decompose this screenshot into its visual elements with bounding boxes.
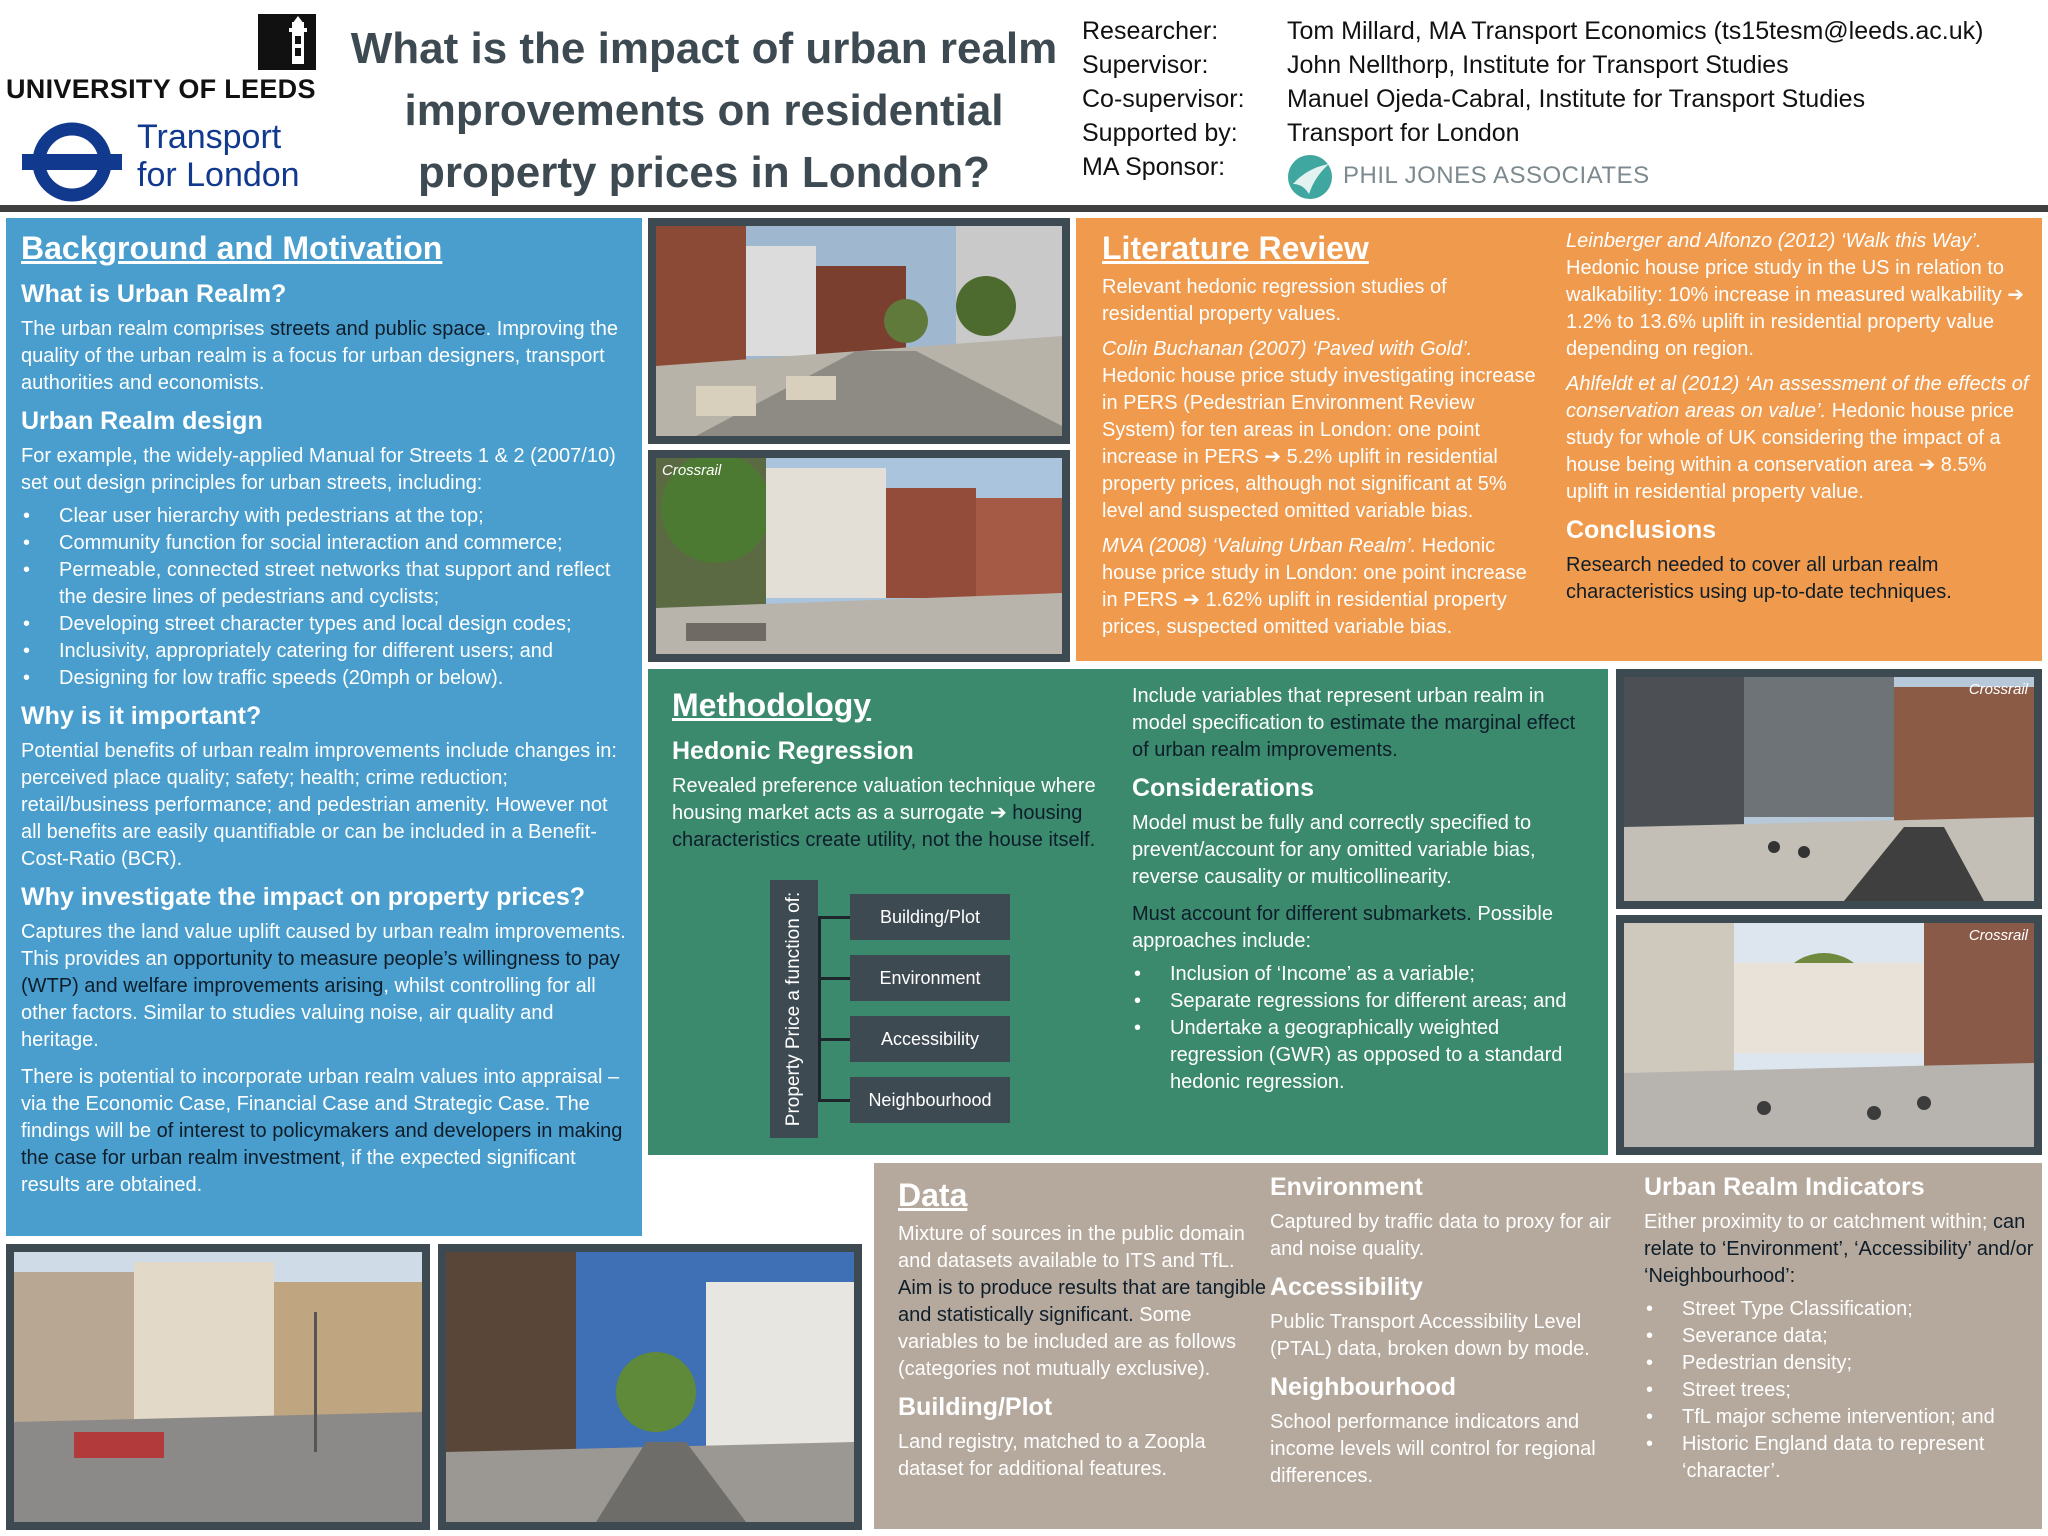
- credit-label: Supervisor:: [1082, 51, 1209, 79]
- methodology-heading: Methodology: [672, 687, 872, 723]
- diagram-connector: [818, 916, 821, 1102]
- design-bullets: [21, 503, 627, 692]
- diagram-connector: [818, 977, 850, 980]
- street-photo-1: [648, 218, 1070, 444]
- text-run: Hedonic house price study for whole of UK considering the impact of a house being within a conservation area ➔ 8.5% uplift in residential property value.: [1566, 400, 2015, 503]
- methodology-column-right: [1132, 683, 1592, 1096]
- highlight-text: housing characteristics create utility, not the house itself.: [672, 802, 1096, 851]
- diagram-connector: [818, 1099, 850, 1102]
- literature-column-right: [1566, 224, 2030, 606]
- background-heading: Background and Motivation: [21, 230, 443, 266]
- considerations-heading: Considerations: [1132, 774, 1314, 802]
- considerations-paragraph: Model must be fully and correctly specified to prevent/account for any omitted variable bias, reverse causality or multicollinearity.: [1132, 812, 1536, 888]
- diagram-box-environment: Environment: [850, 955, 1010, 1001]
- include-paragraph: [1132, 683, 1592, 764]
- property-paragraph-1: [21, 919, 627, 1054]
- accessibility-text: Public Transport Accessibility Level (PTAL) data, broken down by mode.: [1270, 1311, 1590, 1360]
- sponsor-logo-mark-icon: [1287, 154, 1333, 200]
- property-paragraph-2: [21, 1064, 627, 1199]
- data-column-1: [898, 1173, 1268, 1483]
- literature-column-left: [1102, 226, 1542, 641]
- neighbourhood-text: School performance indicators and income levels will control for regional differences.: [1270, 1411, 1596, 1487]
- text-run: . Improving the quality of the urban realm is a focus for urban designers, transport authorities and economists.: [21, 318, 618, 394]
- list-item: • Street Type Classification;: [1644, 1296, 2034, 1323]
- credit-label: MA Sponsor:: [1082, 153, 1226, 181]
- literature-panel: [1076, 218, 2042, 661]
- uri-heading: Urban Realm Indicators: [1644, 1173, 1925, 1201]
- diagram-box-accessibility: Accessibility: [850, 1016, 1010, 1062]
- citation: Ahlfeldt et al (2012) ‘An assessment of the effects of conservation areas on value’.: [1566, 373, 2029, 422]
- text-run: There is potential to incorporate urban realm values into appraisal – via the Economic Case, Financial Case and Strategic Case. The findings will be: [21, 1066, 620, 1142]
- leeds-crest-icon: [258, 14, 316, 70]
- list-item: • Inclusion of ‘Income’ as a variable;: [1132, 961, 1592, 988]
- data-panel: [874, 1163, 2042, 1529]
- data-column-3: [1644, 1169, 2034, 1485]
- list-item: • Undertake a geographically weighted regression (GWR) as opposed to a standard hedonic regression.: [1132, 1015, 1592, 1096]
- ahlfeldt-study: [1566, 371, 2030, 506]
- list-item: • Clear user hierarchy with pedestrians at the top;: [21, 503, 627, 530]
- data-intro: [898, 1221, 1268, 1383]
- text-run: Revealed preference valuation technique where housing market acts as a surrogate ➔: [672, 775, 1096, 824]
- citation: Leinberger and Alfonzo (2012) ‘Walk this Way’.: [1566, 230, 1982, 252]
- text-run: Mixture of sources in the public domain and datasets available to ITS and TfL.: [898, 1223, 1245, 1272]
- background-panel: [6, 218, 642, 1236]
- street-photo-4: [1616, 915, 2042, 1155]
- list-item: • Designing for low traffic speeds (20mph or below).: [21, 665, 627, 692]
- diagram-connector: [818, 916, 850, 919]
- diagram-axis-box: [770, 880, 818, 1138]
- highlight-text: Aim is to produce results that are tangible and statistically significant.: [898, 1277, 1266, 1326]
- sponsor-logo-text: PHIL JONES ASSOCIATES: [1343, 162, 1650, 189]
- credit-co-supervisor: [1082, 82, 2042, 116]
- diagram-axis-label: Property Price a function of:: [783, 891, 804, 1127]
- citation: MVA (2008) ‘Valuing Urban Realm’.: [1102, 535, 1417, 557]
- text-run: Possible approaches include:: [1132, 903, 1553, 952]
- credit-supported-by: [1082, 116, 2042, 150]
- uri-intro: [1644, 1209, 2034, 1290]
- uri-bullets: [1644, 1296, 2034, 1485]
- hedonic-paragraph: [672, 773, 1122, 854]
- citation: Colin Buchanan (2007) ‘Paved with Gold’.: [1102, 338, 1473, 360]
- why-heading: Why is it important?: [21, 702, 262, 730]
- property-heading: Why investigate the impact on property prices?: [21, 883, 586, 911]
- why-paragraph: Potential benefits of urban realm improvements include changes in: perceived place quality; safety; health; crime reduction; retail/business performance; and pedestrian amenity. However not all benefits are easily quantifiable or can be included in a Benefit-Cost-Ratio (BCR).: [21, 740, 617, 870]
- text-run: , whilst controlling for all other factors. Similar to studies valuing noise, air quality and heritage.: [21, 975, 596, 1051]
- submarkets-paragraph: [1132, 901, 1592, 955]
- conclusions-text: Research needed to cover all urban realm characteristics using up-to-date techniques.: [1566, 554, 1952, 603]
- credit-value: Tom Millard, MA Transport Economics (ts15tesm@leeds.ac.uk): [1287, 17, 1984, 45]
- list-item: • Historic England data to represent ‘character’.: [1644, 1431, 2034, 1485]
- accessibility-heading: Accessibility: [1270, 1273, 1423, 1301]
- street-photo-5: [6, 1244, 430, 1530]
- text-run: Some variables to be included are as follows (categories not mutually exclusive).: [898, 1304, 1236, 1380]
- design-paragraph: For example, the widely-applied Manual for Streets 1 & 2 (2007/10) set out design principles for urban streets, including:: [21, 445, 616, 494]
- credit-label: Researcher:: [1082, 17, 1219, 45]
- text-run: Hedonic house price study investigating increase in PERS (Pedestrian Environment Review System) for ten areas in London: one point increase in PERS ➔ 5.2% uplift in residential property prices, although not significant at 5% level and suspected omitted variable bias.: [1102, 365, 1536, 522]
- design-heading: Urban Realm design: [21, 407, 263, 435]
- text-run: The urban realm comprises: [21, 318, 270, 340]
- text-run: Hedonic house price study in London: one point increase in PERS ➔ 1.62% uplift in residential property prices, suspected omitted variable bias.: [1102, 535, 1527, 638]
- street-photo-6: [438, 1244, 862, 1530]
- tfl-name-line2: for London: [137, 156, 300, 194]
- environment-heading: Environment: [1270, 1173, 1423, 1201]
- mva-study: [1102, 533, 1542, 641]
- street-photo-2: [648, 450, 1070, 662]
- poster-title: What is the impact of urban realm improvements on residential property prices in London?: [350, 24, 1058, 197]
- photo-caption: Crossrail: [1968, 681, 2028, 698]
- tfl-roundel-icon: [22, 120, 122, 204]
- list-item: • Developing street character types and local design codes;: [21, 611, 627, 638]
- building-text: Land registry, matched to a Zoopla dataset for additional features.: [898, 1431, 1206, 1480]
- list-item: • TfL major scheme intervention; and: [1644, 1404, 2034, 1431]
- photo-caption: Crossrail: [1968, 927, 2028, 944]
- buchanan-study: [1102, 336, 1542, 525]
- highlight-text: streets and public space: [269, 318, 486, 340]
- highlight-text: Must account for different submarkets.: [1132, 903, 1472, 925]
- credit-value: John Nellthorp, Institute for Transport Studies: [1287, 51, 1789, 79]
- neighbourhood-heading: Neighbourhood: [1270, 1373, 1457, 1401]
- tfl-name-line1: Transport: [137, 118, 282, 156]
- credit-researcher: [1082, 14, 2042, 48]
- sponsor-logo: [1287, 152, 1650, 204]
- list-item: • Permeable, connected street networks that support and reflect the desire lines of pedestrians and cyclists;: [21, 557, 627, 611]
- tfl-name: [137, 118, 337, 194]
- literature-intro: Relevant hedonic regression studies of residential property values.: [1102, 276, 1447, 325]
- data-column-2: [1270, 1169, 1646, 1490]
- environment-text: Captured by traffic data to proxy for air and noise quality.: [1270, 1211, 1611, 1260]
- literature-heading: Literature Review: [1102, 230, 1369, 266]
- diagram-box-neighbourhood: Neighbourhood: [850, 1077, 1010, 1123]
- diagram-box-building: Building/Plot: [850, 894, 1010, 940]
- credit-label: Co-supervisor:: [1082, 85, 1245, 113]
- what-paragraph: [21, 316, 627, 397]
- text-run: , if the expected significant results are obtained.: [21, 1147, 576, 1196]
- highlight-text: estimate the marginal effect of urban realm improvements.: [1132, 712, 1576, 761]
- building-heading: Building/Plot: [898, 1393, 1053, 1421]
- conclusions-heading: Conclusions: [1566, 516, 1717, 544]
- data-heading: Data: [898, 1177, 968, 1213]
- methodology-column-left: [672, 683, 1122, 854]
- photo-caption: Crossrail: [662, 462, 722, 479]
- street-photo-3: [1616, 669, 2042, 909]
- highlight-text: opportunity to measure people’s willingness to pay (WTP) and welfare improvements arising: [21, 948, 620, 997]
- credit-value: Transport for London: [1287, 119, 1520, 147]
- list-item: • Street trees;: [1644, 1377, 2034, 1404]
- list-item: • Community function for social interaction and commerce;: [21, 530, 627, 557]
- text-run: Hedonic house price study in the US in relation to walkability: 10% increase in measured walkability ➔ 1.2% to 13.6% uplift in residential property value depending on region.: [1566, 257, 2025, 360]
- list-item: • Severance data;: [1644, 1323, 2034, 1350]
- hedonic-heading: Hedonic Regression: [672, 737, 914, 765]
- credit-value: Manuel Ojeda-Cabral, Institute for Transport Studies: [1287, 85, 1866, 113]
- what-heading: What is Urban Realm?: [21, 280, 287, 308]
- university-name: UNIVERSITY OF LEEDS: [6, 74, 316, 104]
- header-divider: [0, 205, 2048, 212]
- text-run: Captures the land value uplift caused by urban realm improvements. This provides an: [21, 921, 626, 970]
- highlight-text: of interest to policymakers and developers in making the case for urban realm investment: [21, 1120, 623, 1169]
- text-run: Include variables that represent urban realm in model specification to: [1132, 685, 1545, 734]
- text-run: Either proximity to or catchment within;: [1644, 1211, 1994, 1233]
- leinberger-study: [1566, 228, 2030, 363]
- highlight-text: can relate to ‘Environment’, ‘Accessibility’ and/or ‘Neighbourhood’:: [1644, 1211, 2034, 1287]
- submarket-bullets: [1132, 961, 1592, 1096]
- credit-label: Supported by:: [1082, 119, 1238, 147]
- credit-supervisor: [1082, 48, 2042, 82]
- list-item: • Inclusivity, appropriately catering for different users; and: [21, 638, 627, 665]
- list-item: • Pedestrian density;: [1644, 1350, 2034, 1377]
- list-item: • Separate regressions for different areas; and: [1132, 988, 1592, 1015]
- diagram-connector: [818, 1038, 850, 1041]
